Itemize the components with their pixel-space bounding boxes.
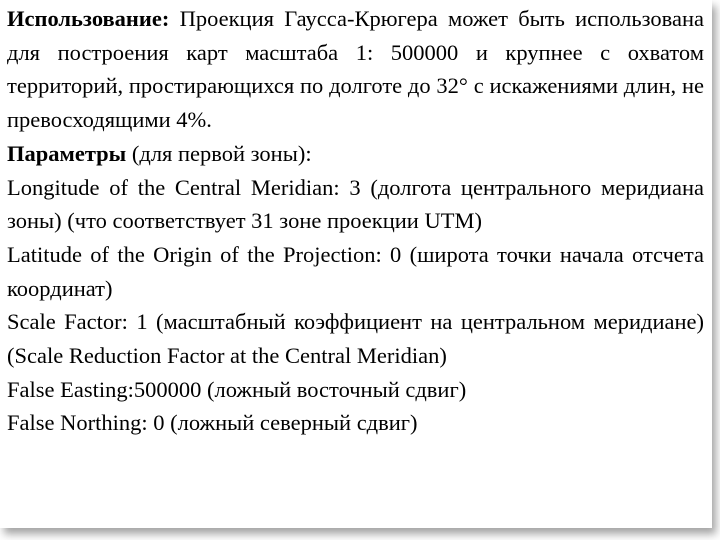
origin-latitude-line: Latitude of the Origin of the Projection: 0 (широта точки начала отсчета координат) <box>7 241 704 301</box>
parameters-heading <box>7 137 704 171</box>
false-easting-line: False Easting:500000 (ложный восточный сдвиг) <box>7 376 467 402</box>
usage-paragraph <box>7 2 704 137</box>
scale-factor-line: Scale Factor: 1 (масштабный коэффициент на центральном меридиане) (Scale Reduction Factor at the Central Meridian) <box>7 309 704 369</box>
parameters-text: (для первой зоны): <box>126 140 312 166</box>
usage-text: Проекция Гаусса-Крюгера может быть использована для построения карт масштаба 1: 500000 и крупнее с охватом территорий, простирающихся по долготе до 32° с искажениями длин, не превосходящими 4%. <box>7 6 704 133</box>
central-meridian-line: Longitude of the Central Meridian: 3 (долгота центрального меридиана зоны) (что соответствует 31 зоне проекции UTM) <box>7 174 704 234</box>
parameters-label: Параметры <box>7 140 127 166</box>
false-northing-line: False Northing: 0 (ложный северный сдвиг) <box>7 410 418 436</box>
usage-label: Использование: <box>7 6 170 31</box>
